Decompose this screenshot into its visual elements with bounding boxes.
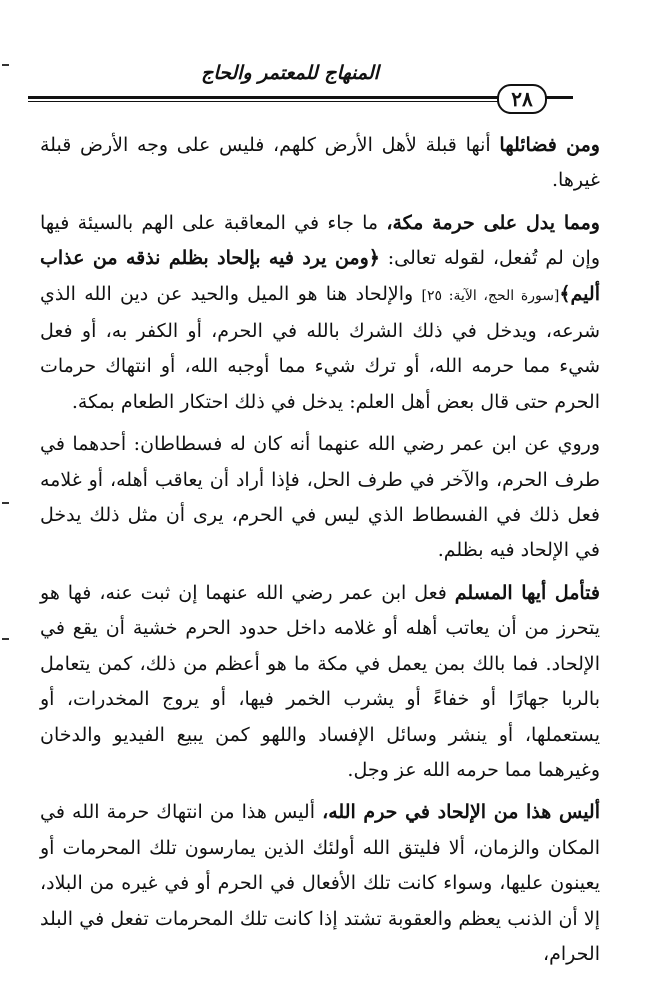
paragraph-text: ما جاء في المعاقبة على الهم بالسيئة فيها وإن لم تُفعل، لقوله تعالى: — [40, 211, 601, 270]
header-rule — [28, 96, 498, 99]
running-header-title: المنهاج للمعتمر والحاج — [201, 62, 379, 84]
page-number-badge: ٢٨ — [497, 84, 547, 114]
paragraph — [40, 576, 600, 788]
paragraph — [40, 128, 600, 199]
header-rule-thin — [28, 101, 498, 102]
quran-verse: ﴿ومن يرد فيه بإلحاد بظلم نذقه من عذاب أليم﴾ — [40, 247, 600, 305]
paragraph-lead: أليس هذا من الإلحاد في حرم الله، — [322, 801, 600, 824]
paragraph — [40, 427, 600, 569]
paragraph-text: أليس هذا من انتهاك حرمة الله في المكان والزمان، ألا فليتق الله أولئك الذين يمارسون تلك المحرمات أو يعينون عليها، وسواء كانت تلك الأفعال في الحرم أو في غيره من البلاد، إلا أن الذنب يعظم والعقوبة تشتد إذا كانت تلك المحرمات تفعل في البلد الحرام، — [40, 801, 600, 965]
paragraph-text: وروي عن ابن عمر رضي الله عنهما أنه كان له فسطاطان: أحدهما في طرف الحرم، والآخر في طرف الحل، فإذا أراد أن يعاقب أهله، أو غلامه فعل ذلك في الفسطاط الذي ليس في الحرم، يرى أن مثل ذلك يدخل في الإلحاد فيه بظلم. — [40, 433, 600, 562]
paragraph-lead: فتأمل أيها المسلم — [454, 581, 600, 604]
margin-mark — [2, 638, 9, 640]
paragraph-text: أنها قبلة لأهل الأرض كلهم، فليس على وجه الأرض قبلة غيرها. — [40, 134, 600, 192]
paragraph-text: فعل ابن عمر رضي الله عنهما إن ثبت عنه، فها هو يتحرز من أن يعاتب أهله أو غلامه داخل حدود الحرم خشية أن يقع في الإلحاد. فما بالك بمن يعمل في مكة ما هو أعظم من ذلك، كمن يتعامل بالربا جهارًا أو خفاءً أو يشرب الخمر فيها، أو يروج المخدرات، أو يستعملها، أو ينشر وسائل الإفساد واللهو كمن يبيع الفيديو والدخان وغيرهما مما حرمه الله عز وجل. — [40, 581, 600, 781]
paragraph-text: والإلحاد هنا هو الميل والحيد عن دين الله الذي شرعه، ويدخل في ذلك الشرك بالله في الحرم، أو الكفر به، أو فعل شيء مما حرمه الله، أو ترك شيء مما أوجبه الله، أو انتهاك حرمات الحرم حتى قال بعض أهل العلم: يدخل في ذلك احتكار الطعام بمكة. — [40, 282, 600, 413]
paragraph — [40, 795, 600, 972]
paragraph-lead: ومما يدل على حرمة مكة، — [386, 211, 600, 234]
page-number-tail — [543, 96, 573, 99]
verse-citation: [سورة الحج، الآية: ٢٥] — [421, 287, 560, 304]
margin-mark — [2, 502, 9, 504]
paragraph — [40, 206, 600, 420]
page-body — [40, 128, 600, 972]
margin-mark — [2, 64, 9, 66]
paragraph-lead: ومن فضائلها — [499, 134, 600, 156]
